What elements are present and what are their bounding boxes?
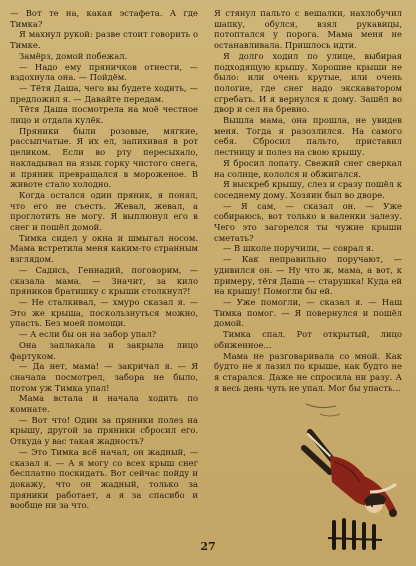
paragraph: Мама не разговаривала со мной. Как будто не я лазил по крыше, как будто не я старался. Даже не спросила ни разу. А я весь день чуть не упал. Мог бы упасть...: [214, 350, 402, 393]
paragraph: — Не сталкивал, — хмуро сказал я. — Это же крыша, поскользнуться можно, упасть. Без моей помощи.: [10, 296, 198, 329]
paragraph: — А если бы он на забор упал?: [19, 329, 157, 340]
paragraph: Она заплакала и закрыла лицо фартуком.: [10, 339, 198, 361]
paragraph: Мама встала и начала ходить по комнате.: [10, 393, 198, 415]
paragraph: — Вот те на, какая эстафета. А где Тимка?: [10, 8, 198, 29]
paragraph: — Уже помогли, — сказал я. — Наш Тимка помог. — Я повернулся и пошёл домой.: [214, 296, 402, 329]
paragraph: Я бросил лопату. Свежий снег сверкал на солнце, кололся и обжигался.: [214, 157, 402, 179]
paragraph: — Как неправильно поручают, — удивился он. — Ну что ж, мама, а вот, к примеру, тётя Даша — старушка! Куда ей на крышу! Помогли бы ей.: [214, 254, 402, 297]
paragraph: Я выскреб крышу, слез и сразу пошёл к соседнему дому. Хозяин был во дворе.: [214, 179, 402, 200]
paragraph: Когда остался один пряник, я понял, что его не съесть. Жевал, жевал, а проглотить не могу. Я выплюнул его в снег и пошёл домой.: [10, 189, 198, 233]
paragraph: Вышла мама, она прошла, не увидев меня. Тогда я разозлился. На самого себя. Сбросил пальто, приставил лестницу и полез на свою крышу.: [214, 115, 402, 158]
right-column: [214, 8, 402, 393]
falling-boy-illustration: [300, 392, 412, 552]
paragraph: — Да нет, мама! — закричал я. — Я сначала посмотрел, забора не было, потом уж Тимка упал!: [10, 361, 198, 393]
paragraph: Пряники были розовые, мягкие, рассыпчатые. Я их ел, запихивая в рот целиком. Если во рту пересыхало, накладывал на язык горку чистого снега, и пряник превращался в мороженое. В животе стало холодно.: [10, 125, 198, 190]
paragraph: — Тётя Даша, чего вы будете ходить, — предложил я. — Давайте передам.: [10, 82, 198, 104]
paragraph: Тётя Даша посмотрела на моё честное лицо и отдала кулёк.: [10, 104, 198, 126]
paragraph: Я долго ходил по улице, выбирая подходящую крышу. Хорошие крыши не было: или очень крутые, или очень пологие, где снег надо экскаватором сгребать. И я вернулся к дому. Зашёл во двор и сел на бревно.: [214, 50, 402, 115]
paragraph: — Надо ему пряничков отнести, — вздохнула она. — Пойдём.: [10, 61, 198, 83]
paragraph: — Это Тимка всё начал, он жадный, — сказал я. — А я могу со всех крыш снег бесплатно поскидать. Вот сейчас пойду и докажу, что он жадный, только за пряники работает, а я за спасибо и вообще ни за что.: [10, 446, 198, 511]
paragraph: Я махнул рукой: разве стоит говорить о Тимке.: [10, 29, 198, 51]
paragraph: Замёрз, домой побежал.: [19, 50, 128, 61]
paragraph: Тимка спал. Рот открытый, лицо обиженное...: [214, 329, 402, 350]
paragraph: — В школе поручили, — соврал я.: [223, 243, 374, 254]
paragraph: — Садись, Геннадий, поговорим, — сказала мама. — Значит, за кило пряников братишку с крыши столкнул?!: [10, 264, 198, 297]
paragraph: — Я сам, — сказал он. — Уже собираюсь, вот только в валенки залезу. Чего это загорелся ты чужие крыши сметать?: [214, 200, 402, 243]
paragraph: Тимка сидел у окна и шмыгал носом. Мама встретила меня каким-то странным взглядом.: [10, 232, 198, 265]
page-number: 27: [200, 540, 216, 553]
paragraph: Я стянул пальто с вешалки, нахлобучил шапку, обулся, взял рукавицы, потоптался у порога. Мама меня не останавливала. Пришлось идти.: [214, 8, 402, 51]
left-column: [10, 8, 198, 511]
paragraph: — Вот что! Один за пряники полез на крышу, другой за пряники сбросил его. Откуда у вас такая жадность?: [10, 414, 198, 447]
